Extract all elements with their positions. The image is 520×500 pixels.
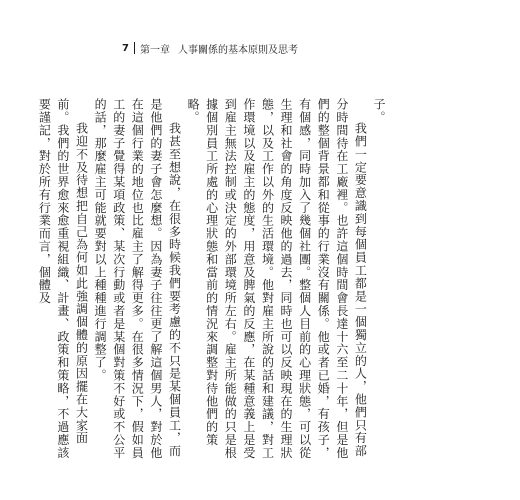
paragraph: 我迎不及待想把自己為何如此強調個體的原因擺在大家面前。我們的世界愈來愈重視組織、計畫、政策和策略，不過應該要謹記，對於所有行業而言，個體及 [37, 98, 89, 460]
vertical-body-text [37, 98, 388, 460]
header-divider [134, 42, 135, 54]
chapter-title: 人事關係的基本原則及思考 [177, 44, 298, 56]
running-header [122, 40, 298, 56]
paragraph-continuation: 子。 [372, 98, 386, 124]
page-number: 7 [122, 42, 129, 54]
paragraph: 我們一定要意識到每個員工都是一個獨立的人，他們只有部分時間待在工廠裡。也許這個時間會長達十六至二十年，但是他們的整個背景都和從事的行業沒有關係。他或者已婚，有孩子，有個感，同時加入了幾個社團。整個人目前的心理狀態，可以從生理和社會的角度反映他的過去，同時也可以反映現在的生理狀態，以及工作以外的生活環境。他對雇主所說的話和建議，對工作環境以及雇主的態度，用意及脾氣的反應，在某種意義上是受到雇主無法控制或決定的外部環境所左右。雇主所能做的只是根據個別員工所處的心理狀態和當前的情況來調整對待他們的策略。 [186, 98, 368, 460]
chapter-label: 第一章 [139, 44, 170, 56]
paragraph: 我甚至想說，在很多時候我們要考慮的不只是某個員工，而是他們的妻子會怎麼想。因為妻子往往更了解這個男人，對於他在這個行業的地位也比雇主了解得更多。在很多情況下，假如員工的妻子覺得某項政策、某次行動或者是某個對策不好或不公平的話，那麼雇主可能就要對以上種種進行調整了。 [93, 98, 182, 460]
